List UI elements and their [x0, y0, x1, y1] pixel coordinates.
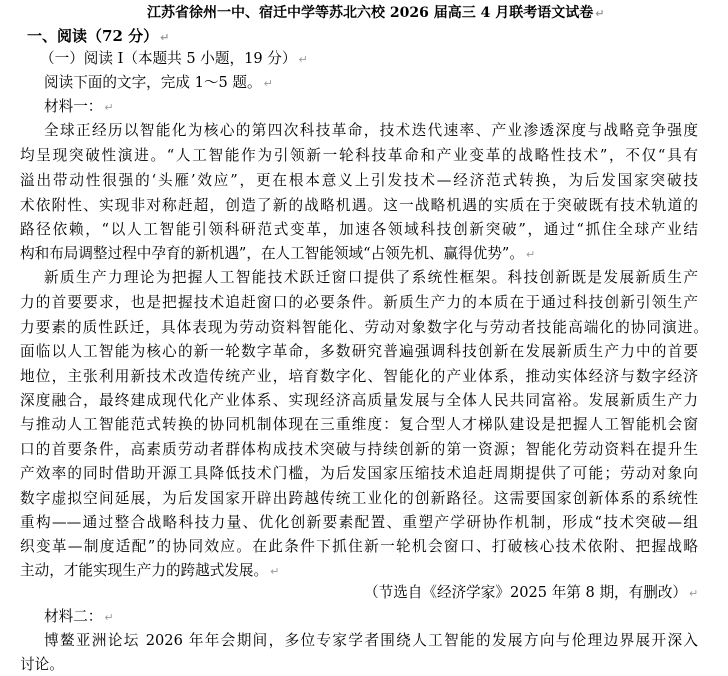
paragraph-line: 数字虚拟空间延展，为后发国家开辟出跨越传统工业化的创新路径。这需要国家创新体系的系统性 [20, 490, 698, 507]
paragraph-line: 地位，主张利用新技术改造传统产业，培育数字化、智能化的产业体系，推动实体经济与数字经济 [20, 368, 698, 385]
paragraph-line: 溢出带动性很强的‘头雁’效应”，更在根本意义上引发技术—经济范式转换，为后发国家突破技 [20, 172, 698, 189]
paragraph-line: 均呈现突破性演进。“人工智能作为引领新一轮科技革命和产业变革的战略性技术”，不仅“具有 [20, 147, 698, 164]
paragraph-mark-icon: ↵ [689, 587, 699, 600]
paragraph-line: 构和布局调整过程中孕育的新机遇”，在人工智能领域“占领先机、赢得优势”。 ↵ [20, 245, 536, 262]
paragraph-line: 面临以人工智能为核心的新一轮数字革命，多数研究普遍强调科技创新在发展新质生产力中的首要 [20, 343, 698, 360]
paragraph-line: 讨论。 [20, 656, 64, 673]
material-one-label: 材料一： ↵ [44, 98, 114, 115]
paragraph-line: 力要素的质性跃迁，具体表现为劳动资料智能化、劳动对象数字化与劳动者技能高端化的协同演进。 [20, 319, 708, 336]
paragraph-line: 深度融合，最终建成现代化产业体系、实现经济高质量发展与全体人民共同富裕。发展新质生产力 [20, 392, 698, 409]
material-two-label: 材料二： ↵ [44, 608, 114, 625]
document-title: 江苏省徐州一中、宿迁中学等苏北六校 2026 届高三 4 月联考语文试卷 ↵ [147, 5, 605, 21]
paragraph-line: 力的首要要求，也是把握技术追赶窗口的必要条件。新质生产力的本质在于通过科技创新引领生产 [20, 294, 698, 311]
paragraph-mark-icon: ↵ [595, 7, 605, 20]
paragraph-mark-icon: ↵ [104, 101, 114, 114]
paragraph-line: 主动，才能实现生产力的跨越式发展。 ↵ [20, 562, 280, 579]
source-citation: （节选自《经济学家》2025 年第 8 期，有删改） ↵ [364, 584, 699, 601]
paragraph-line: 术依附性、实现非对称赶超，创造了新的战略机遇。这一战略机遇的实质在于突破既有技术轨道的 [20, 197, 698, 214]
part-heading: （一）阅读 I（本题共 5 小题，19 分） ↵ [40, 50, 308, 67]
paragraph-line: 新质生产力理论为把握人工智能技术跃迁窗口提供了系统性框架。科技创新既是发展新质生产 [44, 269, 698, 286]
paragraph-line: 重构——通过整合战略科技力量、优化创新要素配置、重塑产学研协作机制，形成“技术突破—组 [20, 514, 698, 531]
paragraph-mark-icon: ↵ [298, 53, 308, 66]
paragraph-line: 织变革—制度适配”的协同效应。在此条件下抓住新一轮机会窗口、打破核心技术依附、把握战略 [20, 538, 698, 555]
paragraph-line: 全球正经历以智能化为核心的第四次科技革命，技术迭代速率、产业渗透深度与战略竞争强度 [44, 122, 698, 139]
instruction-text: 阅读下面的文字，完成 1～5 题。 ↵ [44, 74, 273, 91]
paragraph-line: 产效率的同时借助开源工具降低技术门槛，为后发国家压缩技术追赶周期提供了可能；劳动对象向 [20, 465, 698, 482]
paragraph-line: 博鳌亚洲论坛 2026 年年会期间，多位专家学者围绕人工智能的发展方向与伦理边界展开深入 [44, 632, 698, 649]
paragraph-line: 路径依赖，“以人工智能引领科研范式变革，加速各领域科技创新突破”，通过“抓住全球产业结 [20, 221, 698, 238]
paragraph-mark-icon: ↵ [160, 31, 170, 44]
section-heading: 一、阅读（72 分） ↵ [27, 27, 170, 45]
paragraph-line: 与推动人工智能范式转换的协同机制体现在三重维度：复合型人才梯队建设是把握人工智能机会窗 [20, 416, 698, 433]
paragraph-line: 口的首要条件，高素质劳动者群体构成技术突破与持续创新的第一资源；智能化劳动资料在提升生 [20, 441, 698, 458]
paragraph-mark-icon: ↵ [270, 565, 280, 578]
paragraph-mark-icon: ↵ [525, 248, 536, 261]
paragraph-mark-icon: ↵ [104, 611, 114, 624]
paragraph-mark-icon: ↵ [263, 77, 273, 90]
